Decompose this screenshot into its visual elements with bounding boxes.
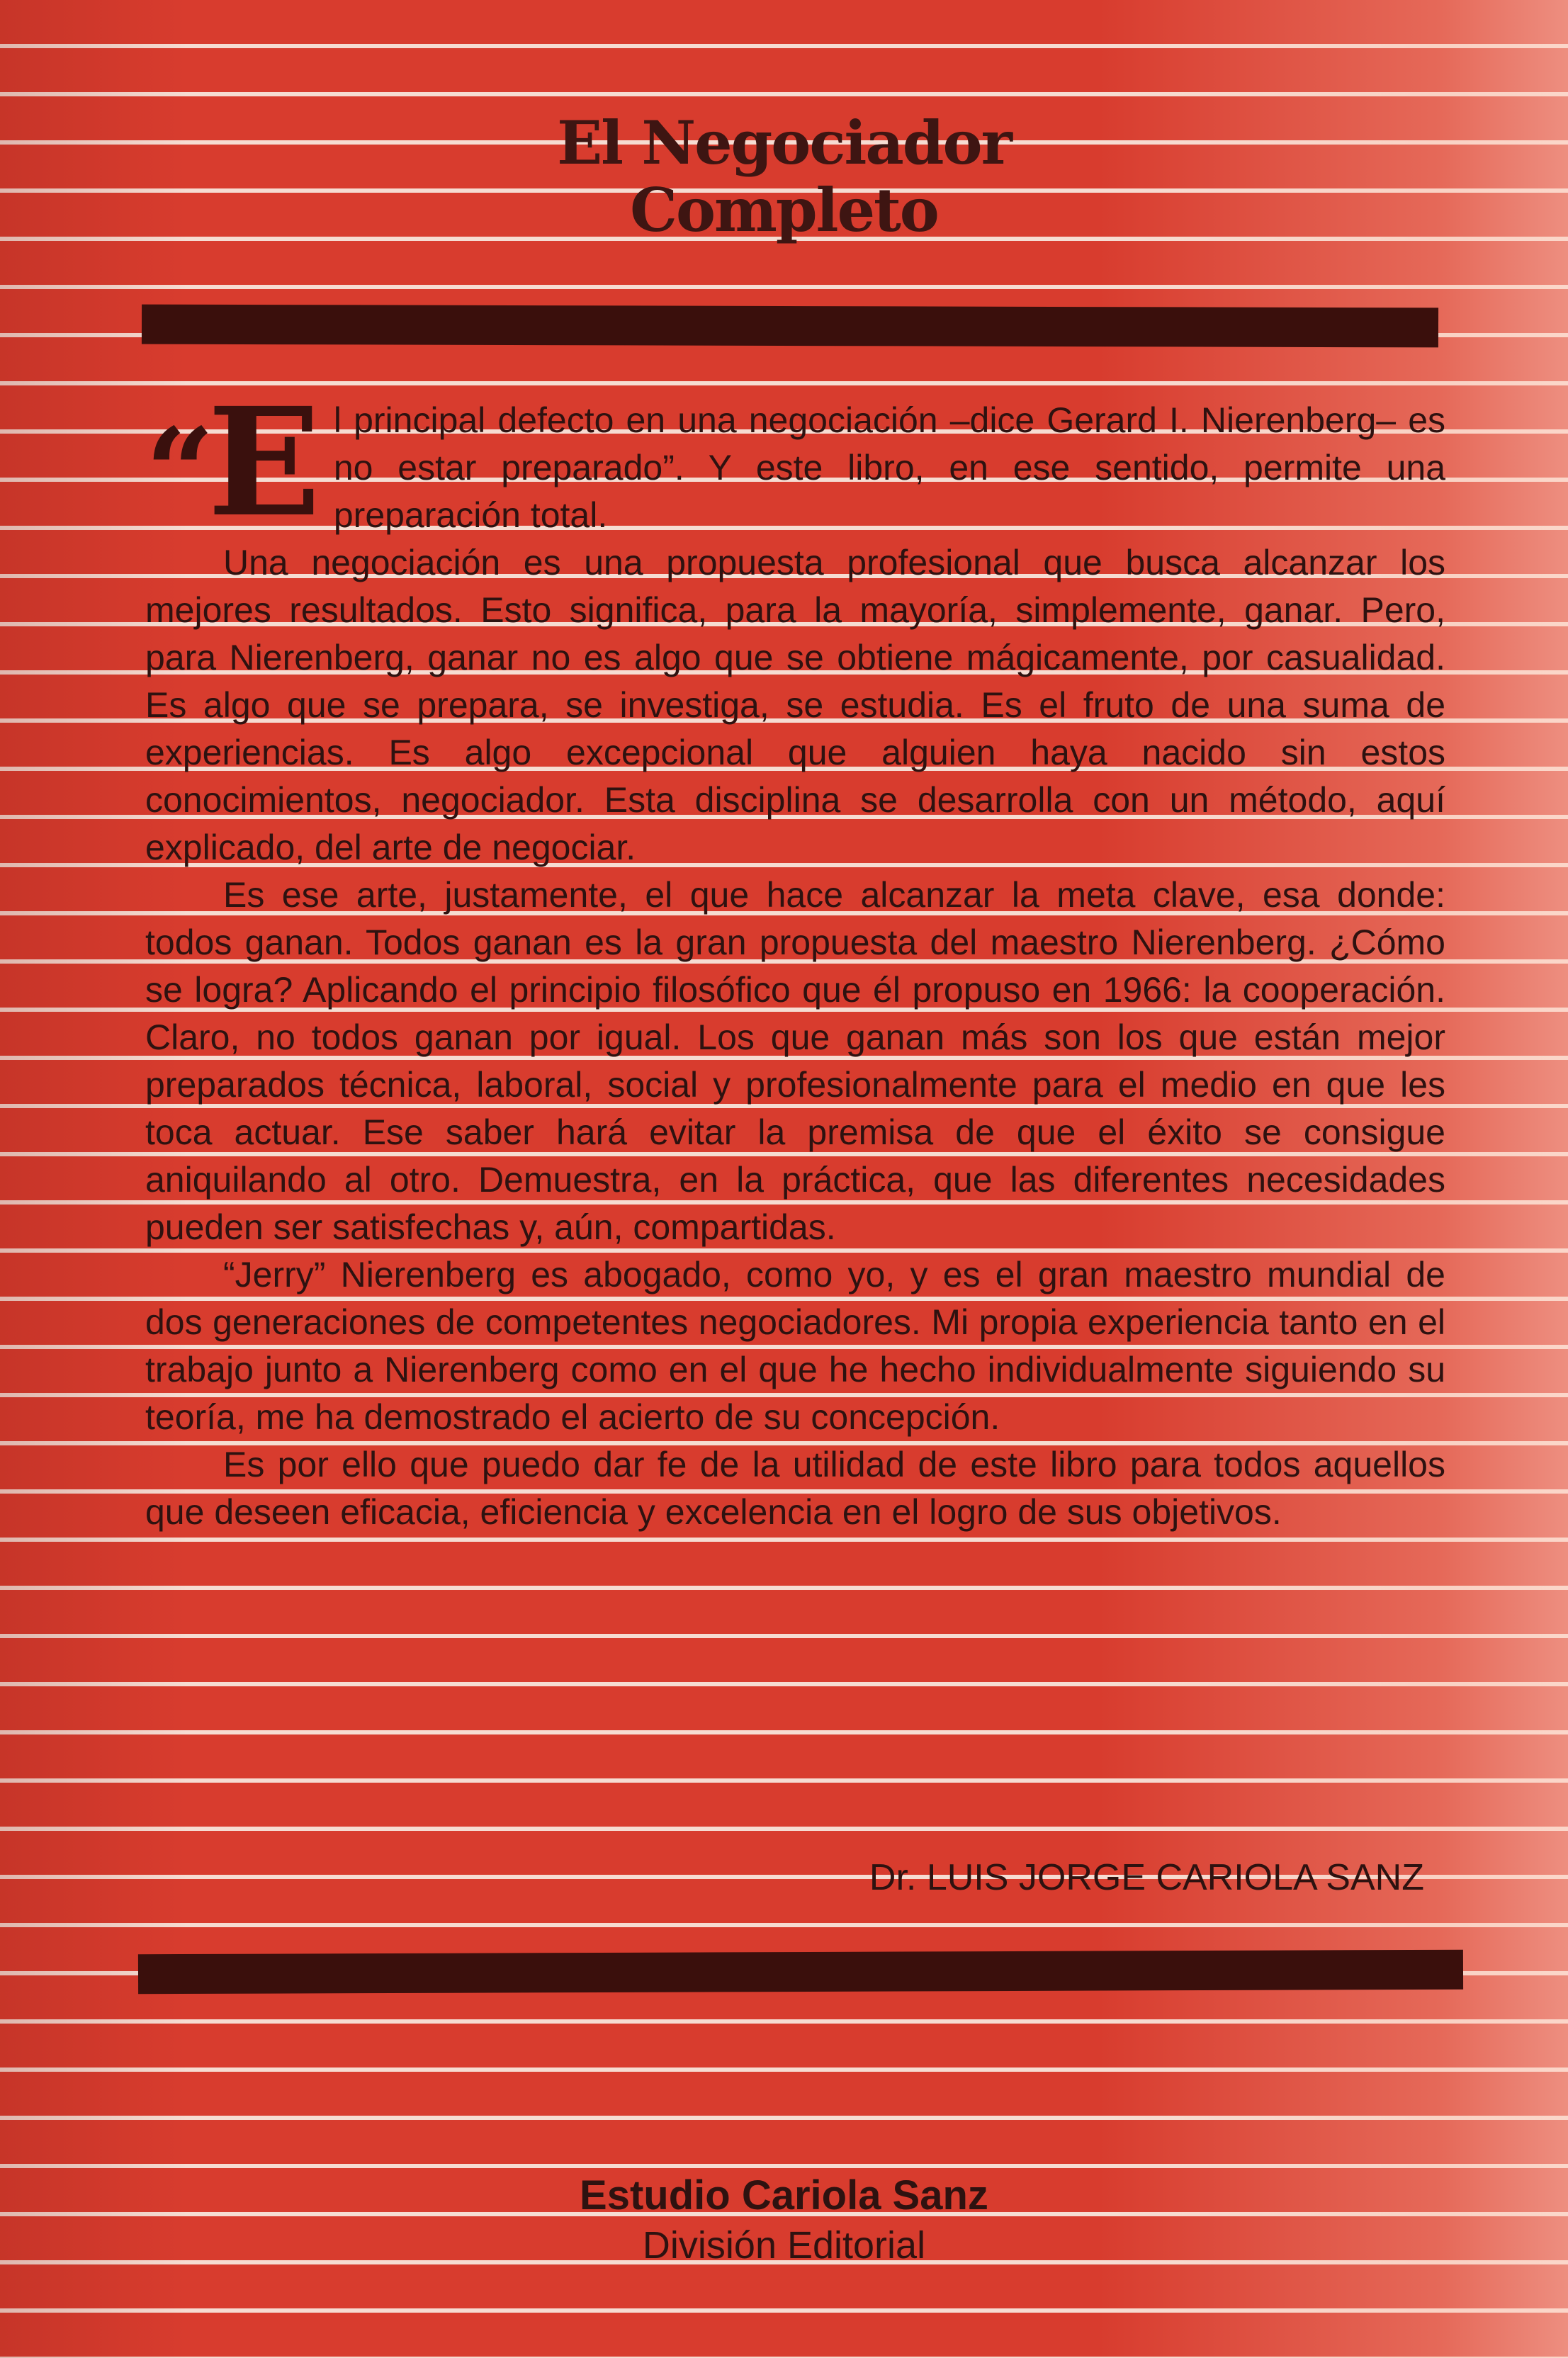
blurb-paragraph-3: Es ese arte, justamente, el que hace alcanzar la meta clave, esa donde: todos ganan. Todos ganan es la gran propuesta del maestro Nierenberg. ¿Cómo se logra? Aplicando el principio filosófico que él propuso en 1966: la cooperación. Claro, no todos ganan por igual. Los que ganan más son los que están mejor preparados técnica, laboral, social y profesionalmente para el medio en que les toca actuar. Ese saber hará evitar la premisa de que el éxito se consigue aniquilando al otro. Demuestra, en la práctica, que las diferentes necesidades pueden ser satisfechas y, aún, compartidas.	[145, 875, 1445, 1247]
publisher-name: Estudio Cariola Sanz	[580, 2172, 988, 2218]
blurb-paragraph-4: “Jerry” Nierenberg es abogado, como yo, y es el gran maestro mundial de dos generaciones de competentes negociadores. Mi propia experiencia tanto en el trabajo junto a Nierenberg como en el que he hecho individualmente siguiendo su teoría, me ha demostrado el acierto de su concepción.	[145, 1255, 1445, 1437]
drop-cap-letter: E	[207, 375, 321, 550]
blurb-paragraph-5: Es por ello que puedo dar fe de la utilidad de este libro para todos aquellos que deseen eficacia, eficiencia y excelencia en el logro de sus objetivos.	[145, 1445, 1445, 1532]
drop-cap	[145, 375, 321, 550]
blurb-paragraph-1-text: l principal defecto en una negociación –dice Gerard I. Nierenberg– es no estar preparado”. Y este libro, en ese sentido, permite una preparación total.	[333, 400, 1445, 535]
publisher-division: División Editorial	[642, 2224, 926, 2267]
blurb-text	[145, 375, 1445, 1536]
blurb-paragraph-1	[145, 375, 1445, 550]
top-divider-bar	[142, 305, 1438, 348]
bottom-divider-bar	[138, 1950, 1463, 1995]
author-signature: Dr. LUIS JORGE CARIOLA SANZ	[869, 1857, 1424, 1898]
drop-cap-quote: “	[145, 402, 208, 543]
book-title-line-1: El Negociador	[557, 108, 1011, 178]
blurb-paragraph-2: Una negociación es una propuesta profesional que busca alcanzar los mejores resultados. Esto significa, para la mayoría, simplemente, ganar. Pero, para Nierenberg, ganar no es algo que se obtiene mágicamente, por casualidad. Es algo que se prepara, se investiga, se estudia. Es el fruto de una suma de experiencias. Es algo excepcional que alguien haya nacido sin estos conocimientos, negociador. Esta disciplina se desarrolla con un método, aquí explicado, del arte de negociar.	[145, 543, 1445, 867]
book-title-line-2: Completo	[630, 175, 938, 245]
